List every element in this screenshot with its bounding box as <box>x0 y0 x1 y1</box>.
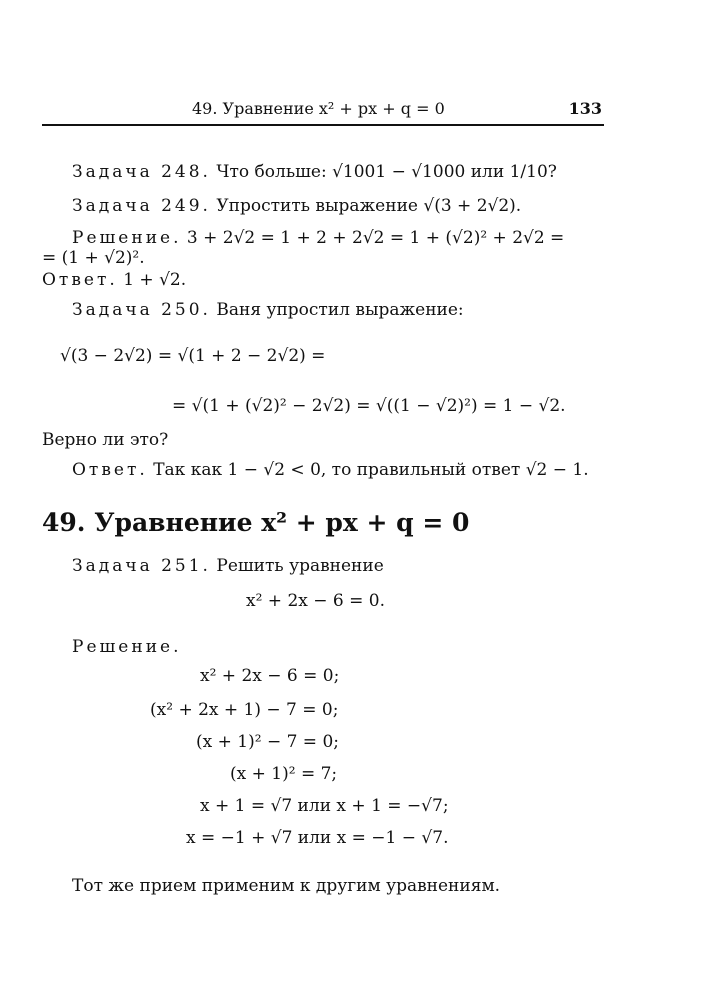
answer-250 <box>72 460 589 480</box>
problem-250-equation-line2: = √(1 + (√2)² − 2√2) = √((1 − √2)²) = 1 − √2. <box>172 396 566 416</box>
answer-250-text: Так как 1 − √2 < 0, то правильный ответ √2 − 1. <box>153 460 589 480</box>
problem-250-question: Верно ли это? <box>42 430 169 450</box>
problem-249-label: Задача 249. <box>72 196 211 216</box>
problem-249 <box>72 196 521 216</box>
solution-row-4: (x + 1)² = 7; <box>230 764 338 784</box>
solution-251-label: Решение. <box>72 637 182 657</box>
solution-row-1: x² + 2x − 6 = 0; <box>200 666 340 686</box>
solution-249-line1 <box>72 228 564 248</box>
answer-249-label: Ответ. <box>42 270 118 290</box>
answer-249-text: 1 + √2. <box>123 270 187 290</box>
solution-249-line2: = (1 + √2)². <box>42 248 145 268</box>
solution-249-formula: 3 + 2√2 = 1 + 2 + 2√2 = 1 + (√2)² + 2√2 = <box>186 228 565 248</box>
problem-251 <box>72 556 384 576</box>
page-number: 133 <box>568 99 602 118</box>
solution-row-3: (x + 1)² − 7 = 0; <box>196 732 339 752</box>
problem-250 <box>72 300 464 320</box>
problem-250-equation-line1: √(3 − 2√2) = √(1 + 2 − 2√2) = <box>60 346 326 366</box>
problem-251-text: Решить уравнение <box>216 556 384 576</box>
problem-248-label: Задача 248. <box>72 162 211 182</box>
section-heading: 49. Уравнение x² + px + q = 0 <box>42 508 470 537</box>
problem-251-equation: x² + 2x − 6 = 0. <box>246 591 385 611</box>
closing-text: Тот же прием применим к другим уравнениям. <box>72 876 501 896</box>
problem-250-text: Ваня упростил выражение: <box>216 300 464 320</box>
header-title: 49. Уравнение x² + px + q = 0 <box>192 99 445 118</box>
problem-251-label: Задача 251. <box>72 556 211 576</box>
solution-row-2: (x² + 2x + 1) − 7 = 0; <box>150 700 339 720</box>
answer-250-label: Ответ. <box>72 460 148 480</box>
solution-249-label: Решение. <box>72 228 182 248</box>
problem-248-text: Что больше: √1001 − √1000 или 1/10? <box>216 162 557 182</box>
solution-row-5: x + 1 = √7 или x + 1 = −√7; <box>200 796 449 816</box>
problem-250-label: Задача 250. <box>72 300 211 320</box>
running-header <box>42 96 604 126</box>
answer-249 <box>42 270 186 290</box>
problem-248 <box>72 162 557 182</box>
problem-249-text: Упростить выражение √(3 + 2√2). <box>216 196 522 216</box>
solution-row-6: x = −1 + √7 или x = −1 − √7. <box>186 828 449 848</box>
